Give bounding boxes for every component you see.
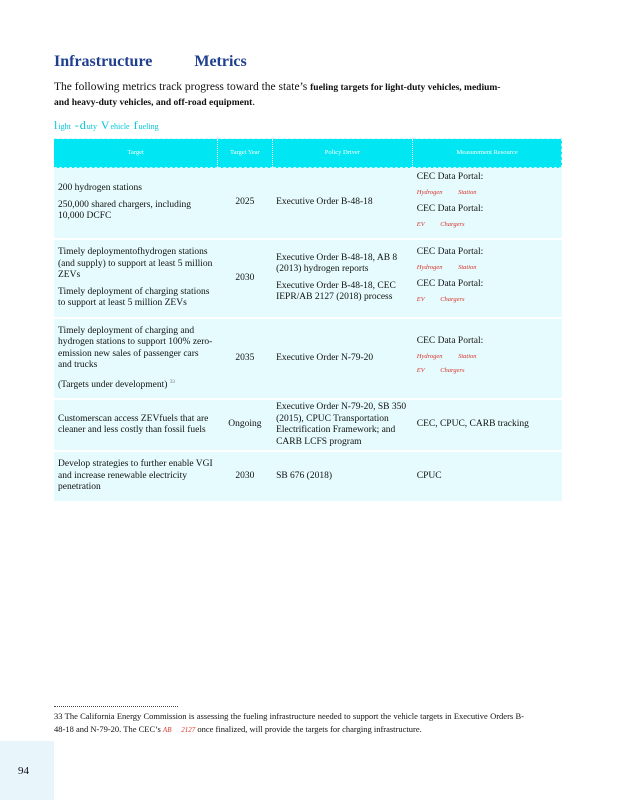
table-row xyxy=(54,400,562,450)
target-cell xyxy=(54,240,218,317)
hydrogen-station-link[interactable]: Hydrogen Station xyxy=(416,263,477,271)
target-text: Develop strategies to further enable VGI and increase renewable electricity penetration xyxy=(58,459,213,493)
subheading-part: l xyxy=(54,118,59,132)
table-row xyxy=(54,319,562,399)
policy-cell: SB 676 (2018) xyxy=(272,452,413,501)
measurement-cell xyxy=(413,240,562,317)
policy-text: Executive Order B-48-18, CEC IEPR/AB 2127 (2018) process xyxy=(276,280,396,303)
measurement-text: CEC Data Portal: xyxy=(416,247,484,258)
subheading-part: -d xyxy=(74,118,87,132)
footnote xyxy=(54,710,524,737)
table-header-row xyxy=(54,139,562,168)
measurement-cell: CPUC xyxy=(413,452,562,501)
subheading-part: V xyxy=(100,118,111,132)
metrics-table xyxy=(54,138,562,501)
footnote-text-before: The California Energy Commission is assessing the fueling infrastructure needed to support the vehicle targets in Executive Orders B-48-18 and N-79-20. The CEC’s xyxy=(54,711,524,734)
target-text: 250,000 shared chargers, including 10,000 DCFC xyxy=(58,199,192,222)
table-row xyxy=(54,168,562,239)
intro-text-before: The following metrics track progress toward the state’s xyxy=(54,81,308,93)
year-cell: 2030 xyxy=(218,452,272,501)
subheading-part: uty xyxy=(86,122,98,131)
table-row xyxy=(54,452,562,501)
policy-cell: Executive Order B-48-18 xyxy=(272,168,413,239)
year-cell: Ongoing xyxy=(218,400,272,450)
target-cell xyxy=(54,168,218,239)
targets-under-development: (Targets under development) xyxy=(58,379,168,390)
target-text: Customerscan access ZEVfuels that are cleaner and less costly than fossil fuels xyxy=(58,413,209,436)
measurement-cell: CEC, CPUC, CARB tracking xyxy=(413,400,562,450)
header-policy-driver: Policy Driver xyxy=(272,139,413,168)
year-cell: 2035 xyxy=(218,319,272,399)
year-cell: 2030 xyxy=(218,240,272,317)
measurement-cell xyxy=(413,319,562,399)
ab-2127-link[interactable]: AB 2127 xyxy=(162,726,196,734)
target-cell xyxy=(54,319,218,399)
page-number: 94 xyxy=(18,765,29,777)
section-title: Infrastructure Metrics xyxy=(54,53,247,70)
intro-paragraph xyxy=(54,80,504,110)
ev-chargers-link[interactable]: EV Chargers xyxy=(416,367,465,375)
ev-chargers-link[interactable]: EV Chargers xyxy=(416,220,465,228)
target-text: Timely deployment of charging stations to support at least 5 million ZEVs xyxy=(58,286,210,308)
subheading-part: f xyxy=(133,118,139,132)
ev-chargers-link[interactable]: EV Chargers xyxy=(416,295,465,303)
header-target: Target xyxy=(54,139,218,168)
policy-cell: Executive Order N-79-20 xyxy=(272,319,413,399)
subheading-part: ight xyxy=(58,122,71,131)
target-text: Timely deploymentofhydrogen stations (and supply) to support at least 5 million ZEVs xyxy=(58,247,213,280)
measurement-text: CEC Data Portal: xyxy=(416,279,484,290)
hydrogen-station-link[interactable]: Hydrogen Station xyxy=(416,352,477,360)
measurement-text: CEC Data Portal: xyxy=(416,204,484,214)
subheading-part: ehicle xyxy=(110,122,130,131)
year-cell: 2025 xyxy=(218,168,272,239)
subheading-light-duty-fueling xyxy=(54,118,159,133)
footnote-text-after: once finalized, will provide the targets for charging infrastructure. xyxy=(197,724,422,734)
header-measurement-resource: Measurement Resource xyxy=(413,139,562,168)
footnote-number: 33 xyxy=(54,711,63,721)
intro-text-after: . xyxy=(252,96,256,108)
policy-cell: Executive Order N-79-20, SB 350 (2015), CPUC Transportation Electrification Framework; and CARB LCFS program xyxy=(272,400,413,450)
footnote-reference[interactable]: 33 xyxy=(169,379,175,385)
measurement-text: CEC Data Portal: xyxy=(416,172,484,182)
target-cell xyxy=(54,452,218,501)
target-text xyxy=(58,377,214,392)
target-text: Timely deployment of charging and hydrogen stations to support 100% zero-emission new sales of passenger cars and trucks xyxy=(58,325,213,370)
table-row xyxy=(54,240,562,317)
policy-cell xyxy=(272,240,413,317)
header-target-year: Target Year xyxy=(218,139,272,168)
subheading-part: ueling xyxy=(138,122,159,131)
policy-text: Executive Order B-48-18, AB 8 (2013) hydrogen reports xyxy=(276,252,398,275)
target-text: 200 hydrogen stations xyxy=(58,183,142,194)
measurement-cell xyxy=(413,168,562,239)
hydrogen-station-link[interactable]: Hydrogen Station xyxy=(416,188,477,196)
measurement-text: CEC Data Portal: xyxy=(416,336,484,347)
footnote-divider xyxy=(54,706,178,707)
intro-bold-phrase: fueling targets for light-duty vehicles, medium- and heavy-duty vehicles, and off-road equipment xyxy=(54,83,501,108)
target-cell xyxy=(54,400,218,450)
